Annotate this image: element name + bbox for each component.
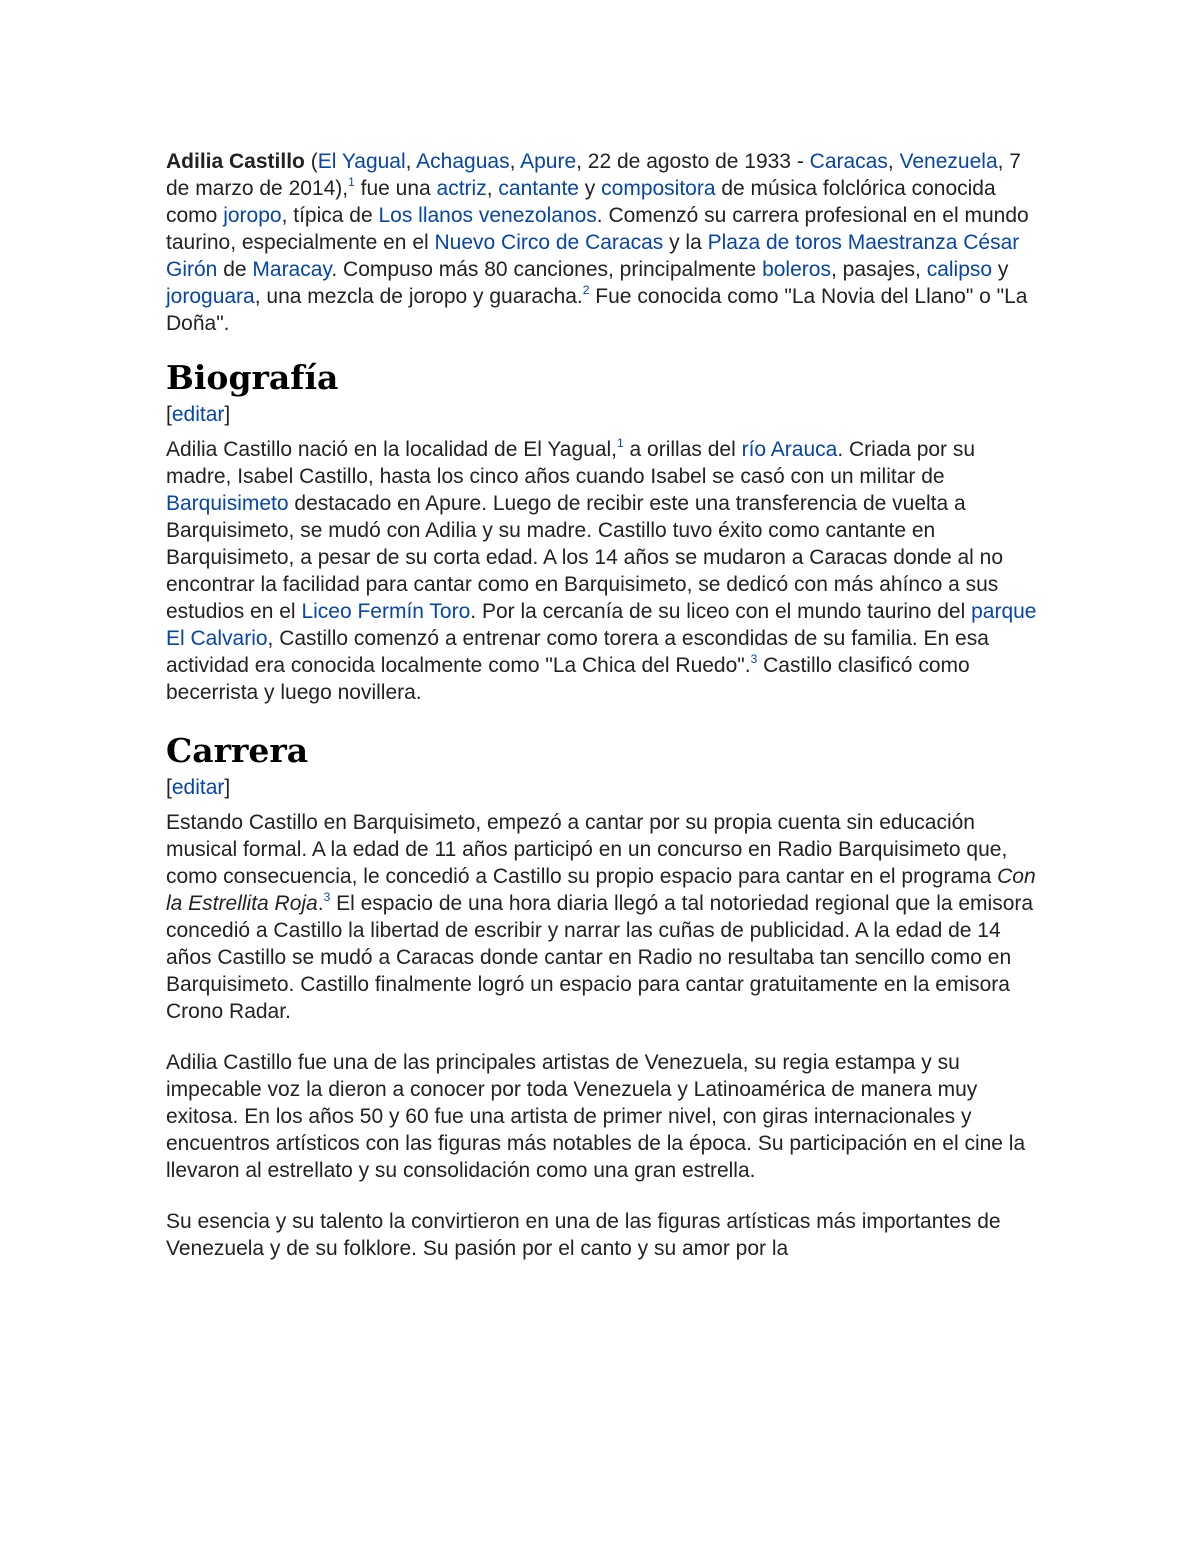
link-el-yagual[interactable]: El Yagual [317,150,406,173]
link-achaguas[interactable]: Achaguas [416,150,510,173]
link-plaza-de-toros[interactable]: Plaza de toros Maestranza César Girón [166,231,1020,281]
link-rio-arauca[interactable]: río Arauca [741,438,838,461]
program-title: Con la Estrellita Roja [166,865,1036,915]
link-parque-el-calvario[interactable]: parque El Calvario [166,600,1037,650]
link-venezuela[interactable]: Venezuela [899,150,998,173]
edit-section-carrera: [editar] [166,776,231,799]
link-actriz[interactable]: actriz [436,177,487,200]
ref-2[interactable]: 2 [582,283,590,297]
edit-link-carrera[interactable]: editar [171,776,225,799]
biografia-paragraph: Adilia Castillo nació en la localidad de El Yagual,$^1$ a orillas del río Arauca. Criada por su madre, Isabel Castillo, hasta los cinco años cuando Isabel se casó con un militar de Barquisimeto destacado en Apure. Luego de recibir este una transferencia de vuelta a Barquisimeto, se mudó con Adilia y su madre. Castillo tuvo éxito como cantante en Barquisimeto, a pesar de su corta edad. A los 14 años se mudaron a Caracas donde al no encontrar la facilidad para cantar como en Barquisimeto, se dedicó con más ahínco a sus estudios en el Liceo Fermín Toro. Por la cercanía de su liceo con el mundo taurino del parque El Calvario, Castillo comenzó a entrenar como torera a escondidas de su familia. En esa actividad era conocida localmente como "La Chica del Ruedo".$^3$ Castillo clasificó como becerrista y luego novillera. [166,436,1037,704]
carrera-paragraph-1: Estando Castillo en Barquisimeto, empezó a cantar por su propia cuenta sin educación musical formal. A la edad de 11 años participó en un concurso en Radio Barquisimeto que, como consecuencia, le concedió a Castillo su propio espacio para cantar en el programa Con la Estrellita Roja.$^3$ El espacio de una hora diaria llegó a tal notoriedad regional que la emisora concedió a Castillo la libertad de escribir y narrar las cuñas de publicidad. A la edad de 14 años Castillo se mudó a Caracas donde cantar en Radio no resultaba tan sencillo como en Barquisimeto. Castillo finalmente logró un espacio para cantar gratuitamente en la emisora Crono Radar. [166,811,1036,1023]
link-llanos-venezolanos[interactable]: Los llanos venezolanos [378,204,597,227]
link-maracay[interactable]: Maracay [252,258,332,281]
ref-3[interactable]: 3 [323,890,331,904]
link-calipso[interactable]: calipso [926,258,993,281]
link-liceo-fermin-toro[interactable]: Liceo Fermín Toro [301,600,471,623]
edit-link-biografia[interactable]: editar [171,403,225,426]
carrera-paragraph-2: Adilia Castillo fue una de las principales artistas de Venezuela, su regia estampa y su impecable voz la dieron a conocer por toda Venezuela y Latinoamérica de manera muy exitosa. En los años 50 y 60 fue una artista de primer nivel, con giras internacionales y encuentros artísticos con las figuras más notables de la época. Su participación en el cine la llevaron al estrellato y su consolidación como una gran estrella. [166,1051,1026,1182]
edit-section-biografia: [editar] [166,403,231,426]
link-cantante[interactable]: cantante [498,177,579,200]
link-caracas[interactable]: Caracas [809,150,888,173]
ref-1[interactable]: 1 [617,436,624,450]
heading-carrera: Carrera [166,731,309,770]
link-barquisimeto[interactable]: Barquisimeto [166,492,289,515]
link-apure[interactable]: Apure [520,150,577,173]
intro-paragraph: Adilia Castillo (El Yagual, Achaguas, Apure, 22 de agosto de 1933 - Caracas, Venezuela, 7 de marzo de 2014),$^1$ fue una actriz, cantante y compositora de música folclórica conocida como joropo, típica de Los llanos venezolanos. Comenzó su carrera profesional en el mundo taurino, especialmente en el Nuevo Circo de Caracas y la Plaza de toros Maestranza César Girón de Maracay. Compuso más 80 canciones, principalmente boleros, pasajes, calipso y joroguara, una mezcla de joropo y guaracha.$^2$ Fue conocida como "La Novia del Llano" o "La Doña". [166,150,1029,335]
article [166,148,1038,1262]
article-subject: Adilia Castillo [166,150,305,173]
ref-3[interactable]: 3 [750,652,758,666]
link-boleros[interactable]: boleros [762,258,831,281]
link-joropo[interactable]: joropo [223,204,282,227]
link-nuevo-circo[interactable]: Nuevo Circo de Caracas [434,231,664,254]
link-joroguara[interactable]: joroguara [166,285,255,308]
carrera-paragraph-3: Su esencia y su talento la convirtieron en una de las figuras artísticas más importantes de Venezuela y de su folklore. Su pasión por el canto y su amor por la [166,1210,1001,1260]
heading-biografia: Biografía [166,358,339,397]
link-compositora[interactable]: compositora [601,177,716,200]
ref-1[interactable]: 1 [348,175,355,189]
